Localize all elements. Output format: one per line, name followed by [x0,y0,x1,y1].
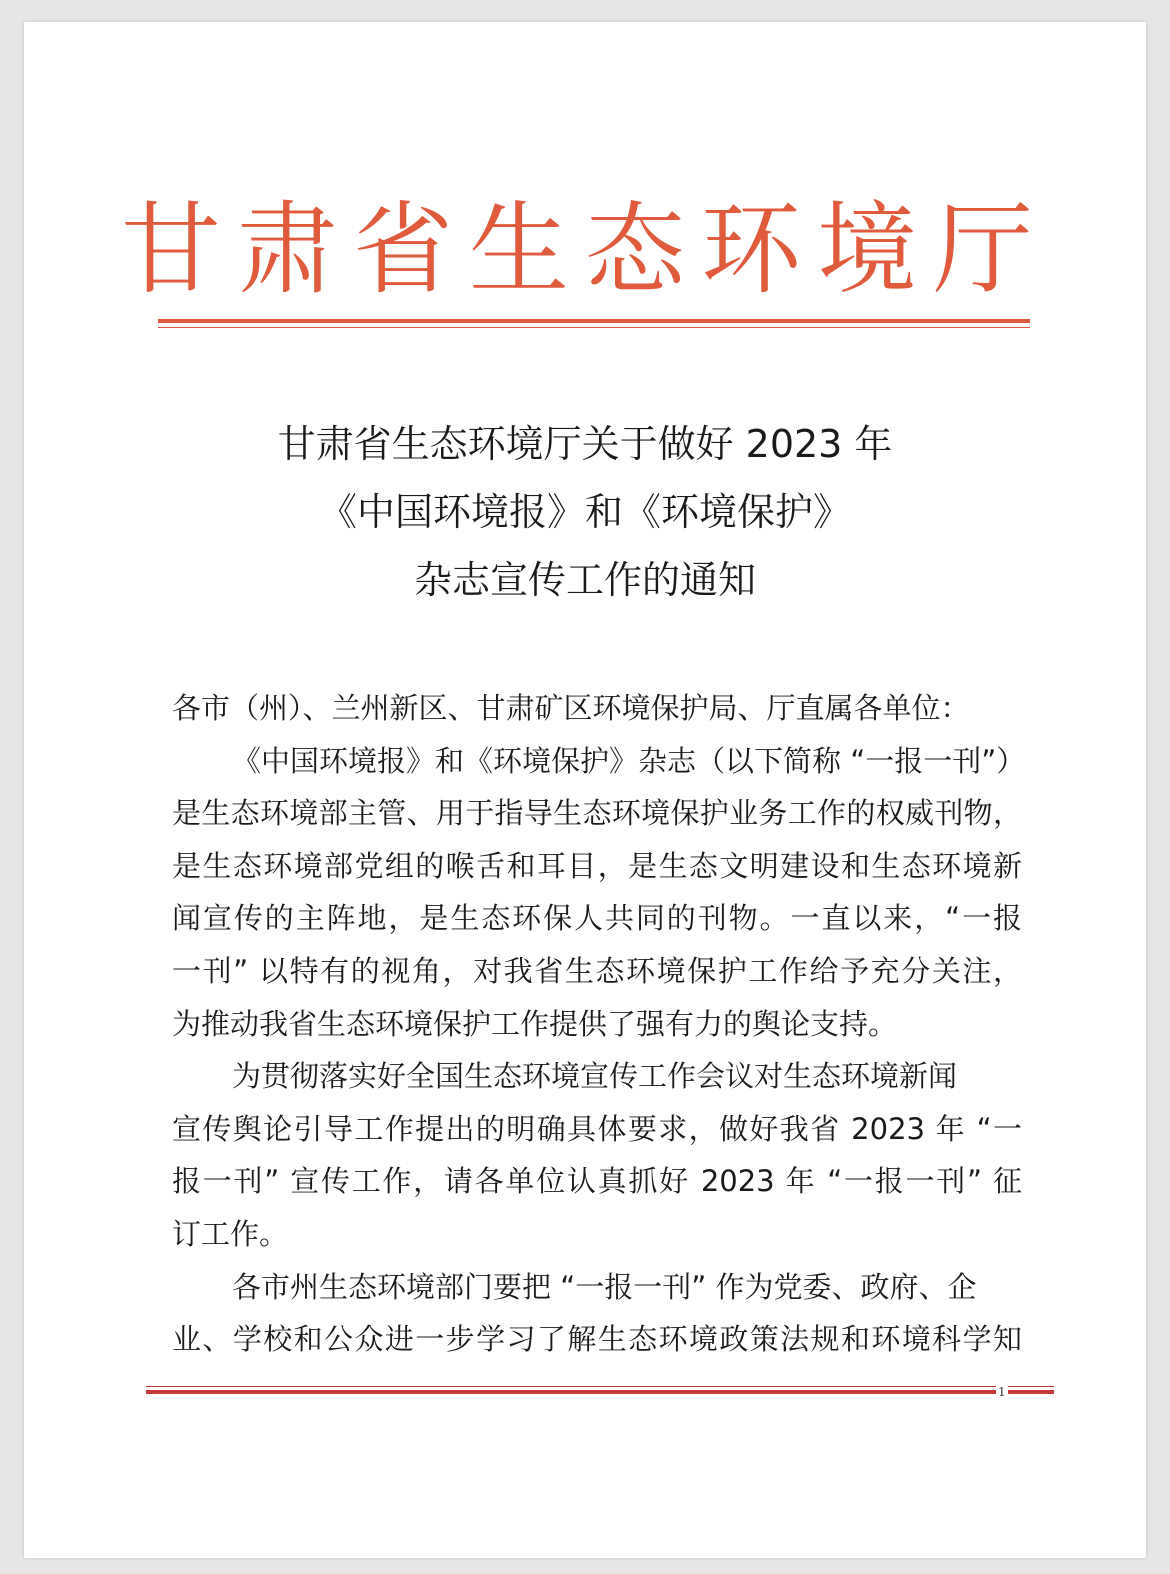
body-line: 闻宣传的主阵地，是生态环保人共同的刊物。一直以来，“一报 [172,901,1022,936]
body-line: 《中国环境报》和《环境保护》杂志（以下简称 “一报一刊”） [232,743,1026,778]
letterhead-rule-thin [158,327,1030,328]
body-line: 报一刊” 宣传工作，请各单位认真抓好 2023 年 “一报一刊” 征 [172,1164,1022,1199]
footer-rule-thick [146,1390,1054,1394]
body-line: 宣传舆论引导工作提出的明确具体要求，做好我省 2023 年 “一 [172,1111,1022,1146]
body-line: 是生态环境部主管、用于指导生态环境保护业务工作的权威刊物， [172,796,1022,831]
body-line: 订工作。 [172,1216,289,1251]
document-body [172,682,1026,1366]
body-line: 为贯彻落实好全国生态环境宣传工作会议对生态环境新闻 [232,1059,958,1094]
letterhead-rule-thick [158,319,1030,323]
body-line: 为推动我省生态环境保护工作提供了强有力的舆论支持。 [172,1006,898,1041]
body-line: 是生态环境部党组的喉舌和耳目，是生态文明建设和生态环境新 [172,848,1022,883]
document-title [24,410,1146,614]
footer-rule-thin [146,1386,1054,1387]
salutation: 各市（州）、兰州新区、甘肃矿区环境保护局、厅直属各单位： [172,691,970,725]
letterhead-title: 甘肃省生态环境厅 [121,191,1049,308]
body-line: 各市州生态环境部门要把 “一报一刊” 作为党委、政府、企 [232,1269,977,1304]
body-line: 一刊” 以特有的视角，对我省生态环境保护工作给予充分关注， [172,953,1022,988]
document-page [24,22,1146,1558]
body-line: 业、学校和公众进一步学习了解生态环境政策法规和环境科学知 [172,1322,1022,1357]
title-line-3: 杂志宣传工作的通知 [413,558,756,602]
title-line-1: 甘肃省生态环境厅关于做好 2023 年 [277,422,893,466]
page-number: 1 [998,1385,1006,1399]
title-line-2: 《中国环境报》和《环境保护》 [318,490,851,534]
